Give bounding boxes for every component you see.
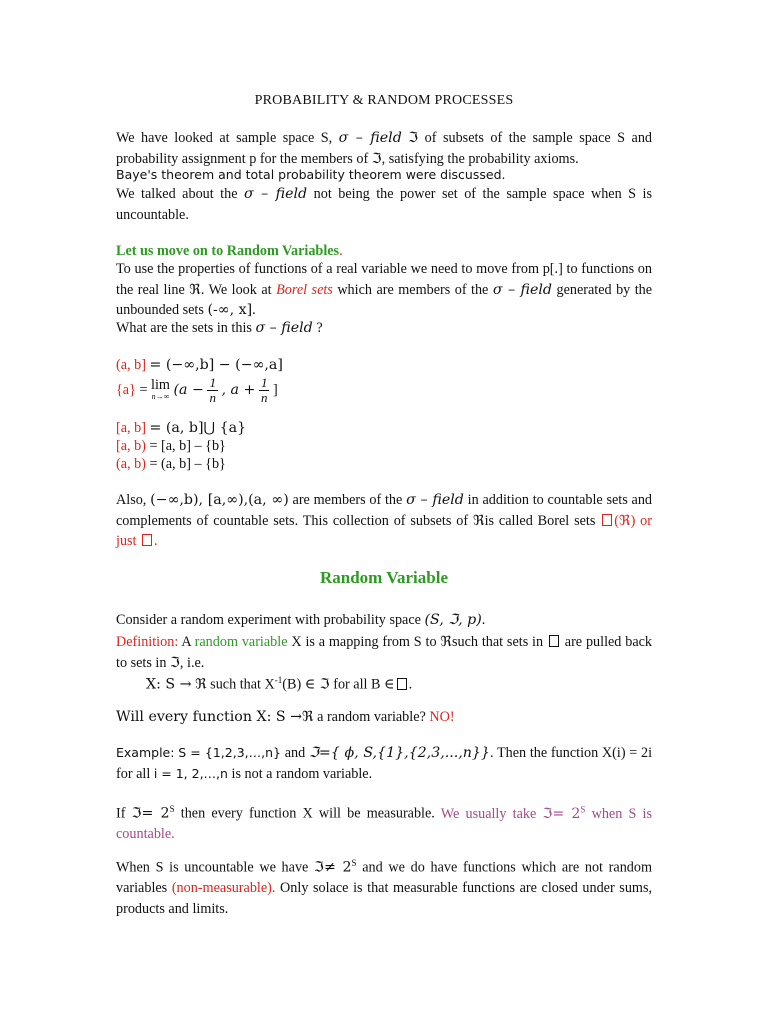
- definition-text: X is a mapping from S to: [291, 634, 437, 650]
- mapping-text: ∈ ℑ: [304, 676, 330, 693]
- non-measurable-term: (non-measurable).: [171, 880, 276, 897]
- frak-f-symbol: ℑ: [408, 130, 419, 146]
- borel-text: in addition to countable sets and complements of countable sets. This collection of subsets of: [116, 492, 653, 529]
- rv-question: [116, 318, 652, 339]
- consider-text: .: [481, 612, 486, 628]
- sigma-field-symbol: σ – field: [338, 130, 402, 146]
- example-label: Example:: [116, 745, 175, 760]
- rv-intro-paragraph: [116, 259, 652, 321]
- frak-r-symbol: ℜ: [440, 634, 452, 650]
- uncountable-text: When S is uncountable we have: [116, 859, 309, 876]
- power-superscript: S: [351, 858, 357, 868]
- equation-2: [116, 376, 278, 405]
- equals-sign: =: [139, 381, 148, 398]
- countable-text: when S is countable.: [116, 805, 652, 843]
- if-text: then every function X will be measurable.: [180, 805, 435, 822]
- unbounded-set: (-∞, x]: [207, 302, 253, 318]
- frak-r-symbol: ℜ: [473, 512, 485, 529]
- power-set-paragraph: [116, 184, 652, 225]
- rv-intro-text: generated by the unbounded sets: [116, 281, 653, 318]
- measurable-paragraph: [116, 799, 652, 845]
- fraction: [259, 376, 270, 405]
- borel-notation-part: ) or just: [116, 512, 652, 549]
- question-paragraph: [116, 707, 652, 728]
- frak-r-symbol: ℜ: [195, 676, 207, 693]
- frak-f-symbol: ℑ: [170, 654, 180, 671]
- frak-r-symbol: ℜ: [301, 709, 314, 725]
- uncountable-text: Only solace is that measurable functions are closed under sums, products and limits.: [116, 880, 653, 917]
- equation-rhs: = (−∞,b] − (−∞,a]: [149, 357, 283, 373]
- rv-intro-text: .: [252, 302, 256, 318]
- intro-paragraph: [116, 128, 652, 169]
- interval-sets: (−∞,b), [a,∞),(a, ∞): [150, 492, 289, 508]
- equation-part: ]: [272, 381, 278, 398]
- page-title: PROBABILITY & RANDOM PROCESSES: [254, 93, 514, 108]
- question-text: Will every function X: S →: [116, 709, 302, 725]
- example-text: is not a random variable.: [231, 765, 373, 782]
- definition-text: are pulled back to sets in: [116, 634, 653, 671]
- example-set: S = {1,2,3,…,n}: [178, 745, 281, 760]
- lim-subscript: n→∞: [151, 391, 170, 401]
- consider-text: Consider a random experiment with probability space: [116, 612, 421, 628]
- probability-space: (S, ℑ, p): [424, 612, 482, 628]
- equation-rhs: = (a, b] – {b}: [149, 456, 226, 472]
- sigma-field-symbol: σ – field: [406, 492, 464, 508]
- intro-text: not being the power set of the sample space when S is uncountable.: [116, 186, 653, 223]
- bayes-note: Baye's theorem and total probability theorem were discussed.: [116, 167, 506, 182]
- rv-heading-dot: .: [339, 243, 343, 259]
- mapping-text: .: [408, 676, 413, 693]
- intro-text: , satisfying the probability axioms.: [381, 150, 579, 167]
- borel-glyph-icon: [549, 635, 559, 647]
- borel-notation-part: .: [154, 533, 158, 549]
- fraction: [207, 376, 218, 405]
- lim-text: lim: [151, 376, 170, 393]
- borel-paragraph: [116, 490, 652, 552]
- numerator: 1: [260, 375, 268, 390]
- mapping-text: such that X: [210, 676, 275, 693]
- limit-operator: [151, 376, 170, 403]
- numerator: 1: [209, 375, 216, 390]
- denominator: n: [260, 390, 268, 405]
- equation-part: , a +: [221, 381, 256, 398]
- example-text: for all: [116, 765, 151, 782]
- definition-text: A: [181, 634, 191, 650]
- denominator: n: [209, 390, 216, 405]
- section-heading: Random Variable: [320, 568, 448, 587]
- frak-f-symbol: ℑ: [371, 150, 382, 167]
- mapping-text: X: S →: [146, 676, 192, 693]
- question-text: a random variable?: [317, 709, 426, 725]
- equation-lhs: [a, b): [116, 438, 146, 454]
- borel-glyph-icon: [142, 534, 152, 546]
- equation-rhs: = (a, b]⋃ {a}: [149, 420, 247, 436]
- question-text: ?: [316, 320, 323, 336]
- mapping-text: for all B: [333, 676, 381, 693]
- frak-r-symbol: ℜ: [619, 512, 631, 529]
- borel-text: are members of the: [292, 492, 403, 508]
- frak-r-symbol: ℜ: [189, 281, 201, 298]
- borel-glyph-icon: [602, 514, 612, 526]
- equation-5: [116, 455, 226, 473]
- definition-text: such that sets in: [451, 634, 544, 650]
- intro-text: of subsets of the sample space S and probability assignment p for the members of: [116, 130, 653, 167]
- equation-part: (a −: [173, 381, 204, 398]
- example-index: i = 1, 2,…,n: [153, 765, 228, 781]
- borel-notation-part: (: [614, 512, 619, 529]
- equation-4: [116, 437, 226, 455]
- not-power-set: ℑ≠ 2: [314, 859, 352, 876]
- uncountable-text: and we do have functions which are not random variables: [116, 859, 653, 897]
- countable-text: We usually take: [440, 805, 537, 822]
- equation-lhs: (a, b): [116, 456, 146, 472]
- equation-lhs: (a, b]: [116, 357, 146, 373]
- power-superscript: S: [580, 804, 586, 814]
- sigma-field-symbol: σ – field: [244, 186, 308, 202]
- mapping-text: (B): [282, 676, 302, 693]
- inverse-superscript: -1: [274, 675, 283, 685]
- consider-paragraph: [116, 610, 652, 631]
- definition-text: , i.e.: [179, 654, 205, 671]
- example-field: ℑ={ ϕ, S,{1},{2,3,...,n}}: [308, 745, 490, 761]
- mapping-statement: [146, 670, 646, 695]
- equation-lhs: {a}: [116, 381, 136, 398]
- example-paragraph: [116, 743, 652, 784]
- rv-intro-text: which are members of the: [337, 281, 489, 298]
- definition-paragraph: [116, 632, 652, 673]
- equation-1: [116, 356, 283, 374]
- definition-label: Definition:: [116, 634, 179, 650]
- rv-intro-text: To use the properties of functions of a real variable we need to move from p[.] to functions on the real line: [116, 261, 652, 298]
- example-text: and: [284, 745, 306, 761]
- sigma-field-symbol: σ – field: [255, 320, 313, 336]
- equation-lhs: [a, b]: [116, 420, 146, 436]
- rv-intro-text: . We look at: [200, 281, 272, 298]
- sigma-field-symbol: σ – field: [492, 281, 552, 298]
- equation-rhs: = [a, b] – {b}: [149, 438, 226, 454]
- power-superscript: S: [169, 804, 175, 814]
- question-text: What are the sets in this: [116, 320, 252, 336]
- borel-text: Also,: [116, 492, 147, 508]
- element-of-symbol: ∈: [384, 676, 395, 693]
- equation-3: [116, 419, 246, 437]
- intro-text: We have looked at sample space S,: [116, 130, 333, 146]
- uncountable-paragraph: [116, 853, 652, 919]
- borel-text: is called Borel sets: [484, 512, 596, 529]
- borel-glyph-icon: [397, 678, 407, 690]
- power-set-eq: ℑ= 2: [131, 805, 170, 822]
- power-set-eq: ℑ= 2: [542, 805, 581, 822]
- definition-term: random variable: [194, 634, 288, 650]
- no-answer: NO!: [429, 709, 455, 725]
- example-text: . Then the function X(i) = 2i: [489, 745, 653, 761]
- rv-heading-text: Let us move on to Random Variables: [116, 243, 340, 259]
- borel-sets-term: Borel sets: [276, 281, 333, 298]
- intro-text: We talked about the: [116, 186, 238, 202]
- if-text: If: [116, 805, 126, 822]
